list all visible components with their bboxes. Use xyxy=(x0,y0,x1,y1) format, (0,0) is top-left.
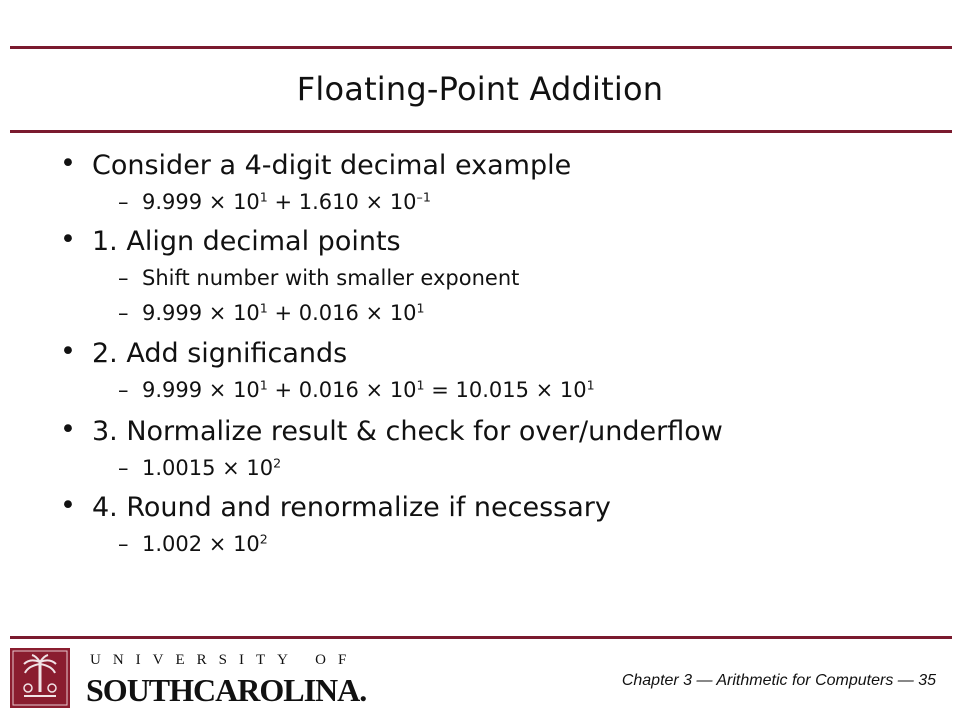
bullet-dot-icon: • xyxy=(60,490,76,521)
bullet-dot-icon: • xyxy=(60,414,76,445)
dash-icon: – xyxy=(118,532,129,556)
palmetto-seal-icon xyxy=(10,648,70,708)
footer-caption: Chapter 3 — Arithmetic for Computers — 35 xyxy=(621,672,936,689)
top-divider xyxy=(10,46,952,49)
dash-icon: – xyxy=(118,301,129,325)
bullet-dot-icon: • xyxy=(60,336,76,367)
university-logo xyxy=(10,648,367,710)
footer-divider xyxy=(10,636,952,639)
bullet-dot-icon: • xyxy=(60,148,76,179)
title-divider xyxy=(10,130,952,133)
dash-icon: – xyxy=(118,266,129,290)
bullet-dot-icon: • xyxy=(60,224,76,255)
slide-title: Floating-Point Addition xyxy=(296,70,664,108)
logo-university-text: UNIVERSITY OF xyxy=(90,652,359,668)
dash-icon: – xyxy=(118,456,129,480)
dash-icon: – xyxy=(118,190,129,214)
logo-name-text: SOUTHCAROLINA. xyxy=(86,672,367,708)
dash-icon: – xyxy=(118,378,129,402)
